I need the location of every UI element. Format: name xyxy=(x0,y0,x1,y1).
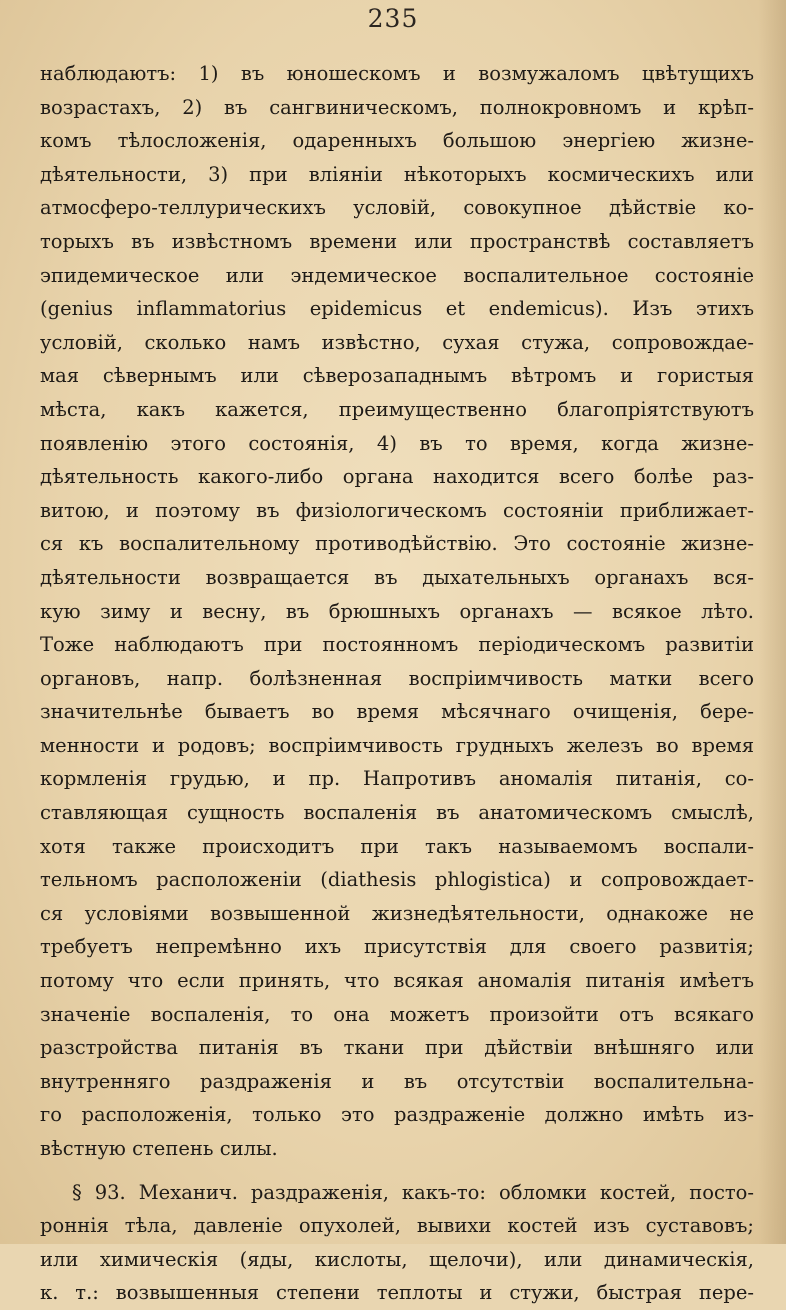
text-line: условій, сколько намъ извѣстно, сухая стужа, сопровождае- xyxy=(40,330,754,354)
text-line: го расположенія, только это раздраженіе должно имѣть из- xyxy=(40,1103,754,1127)
text-line: атмосферо-теллурическихъ условій, совокупное дѣйствіе ко- xyxy=(40,196,754,220)
text-line: витою, и поэтому въ физіологическомъ состояніи приближает- xyxy=(40,498,754,522)
text-line: комъ тѣлосложенія, одаренныхъ большою энергіею жизне- xyxy=(40,129,754,153)
text-line: дѣятельность какого-либо органа находится всего болѣе раз- xyxy=(40,465,754,489)
text-line: мая сѣвернымъ или сѣверозападнымъ вѣтромъ и гористыя xyxy=(40,364,754,388)
text-line: потому что если принять, что всякая аномалія питанія имѣетъ xyxy=(40,969,754,993)
text-line: (genius inflammatorius epidemicus et endemicus). Изъ этихъ xyxy=(40,297,754,321)
text-line: кую зиму и весну, въ брюшныхъ органахъ — всякое лѣто. xyxy=(40,599,754,623)
page-number: 235 xyxy=(367,4,419,33)
text-line: появленію этого состоянія, 4) въ то время, когда жизне- xyxy=(40,431,754,455)
text-line: торыхъ въ извѣстномъ времени или пространствѣ составляетъ xyxy=(40,229,754,253)
text-line: вѣстную степень силы. xyxy=(40,1137,278,1160)
text-line: дѣятельности, 3) при вліяніи нѣкоторыхъ космическихъ или xyxy=(40,162,754,186)
text-line: менности и родовъ; воспріимчивость грудныхъ железъ во время xyxy=(40,733,754,757)
text-line: возрастахъ, 2) въ сангвиническомъ, полнокровномъ и крѣп- xyxy=(40,95,754,119)
text-line: органовъ, напр. болѣзненная воспріимчивость матки всего xyxy=(40,666,754,690)
text-line: кормленія грудью, и пр. Напротивъ аномалія питанія, со- xyxy=(40,767,754,791)
text-line: разстройства питанія въ ткани при дѣйствіи внѣшняго или xyxy=(40,1036,754,1060)
text-line: ставляющая сущность воспаленія въ анатомическомъ смыслѣ, xyxy=(40,801,754,825)
text-line: эпидемическое или эндемическое воспалительное состояніе xyxy=(40,263,754,287)
text-line: к. т.: возвышенныя степени теплоты и стужи, быстрая пере- xyxy=(40,1281,754,1305)
body-text xyxy=(40,57,754,1310)
text-line: Тоже наблюдаютъ при постоянномъ періодическомъ развитіи xyxy=(40,633,754,657)
text-line: дѣятельности возвращается въ дыхательныхъ органахъ вся- xyxy=(40,565,754,589)
page-edge-shadow xyxy=(758,0,786,1244)
text-line: наблюдаютъ: 1) въ юношескомъ и возмужаломъ цвѣтущихъ xyxy=(40,62,754,85)
text-line: тельномъ расположеніи (diathesis phlogistica) и сопровождает- xyxy=(40,868,754,892)
section-heading-line: § 93. Механич. раздраженія, какъ-то: обломки костей, посто- xyxy=(72,1180,754,1204)
text-line: требуетъ непремѣнно ихъ присутствія для своего развитія; xyxy=(40,935,754,959)
text-line: роннія тѣла, давленіе опухолей, вывихи костей изъ суставовъ; xyxy=(40,1214,754,1238)
paragraph-gap xyxy=(40,1166,754,1176)
text-line: мѣста, какъ кажется, преимущественно благопріятствуютъ xyxy=(40,397,754,421)
paragraph-continuation xyxy=(40,57,754,1166)
text-line: или химическія (яды, кислоты, щелочи), или динамическія, xyxy=(40,1247,754,1271)
section-93-paragraph xyxy=(40,1176,754,1310)
text-line: ся къ воспалительному противодѣйствію. Это состояніе жизне- xyxy=(40,532,754,556)
text-line: значительнѣе бываетъ во время мѣсячнаго очищенія, бере- xyxy=(40,700,754,724)
text-line: хотя также происходитъ при такъ называемомъ воспали- xyxy=(40,834,754,858)
text-line: внутренняго раздраженія и въ отсутствіи воспалительна- xyxy=(40,1069,754,1093)
text-line: значеніе воспаленія, то она можетъ произойти отъ всякаго xyxy=(40,1002,754,1026)
text-line: ся условіями возвышенной жизнедѣятельности, однакоже не xyxy=(40,901,754,925)
